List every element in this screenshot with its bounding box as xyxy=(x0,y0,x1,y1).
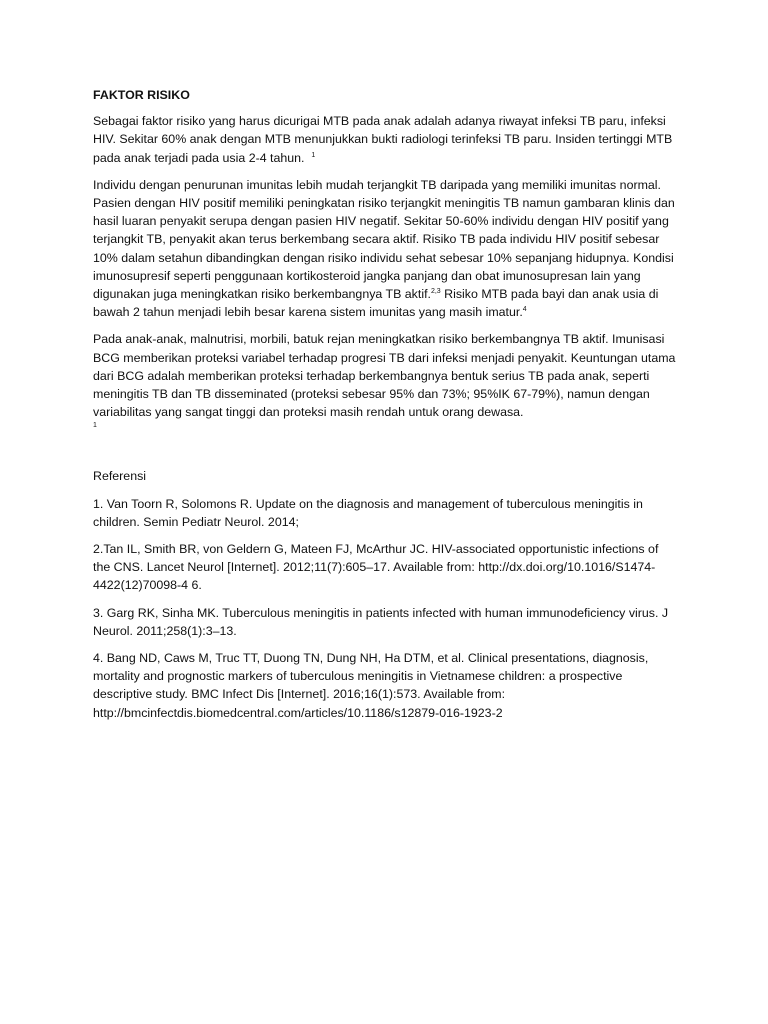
citation-superscript: 2,3 xyxy=(430,288,441,296)
reference-item: 1. Van Toorn R, Solomons R. Update on the diagnosis and management of tuberculous meningitis in children. Semin Pediatr Neurol. 2014; xyxy=(93,496,643,529)
section-title: FAKTOR RISIKO xyxy=(93,88,190,102)
citation-superscript: 1 xyxy=(93,422,97,430)
references-heading: Referensi xyxy=(93,469,147,484)
paragraph-2 xyxy=(93,176,678,322)
paragraph-2-text-a: Individu dengan penurunan imunitas lebih mudah terjangkit TB daripada yang memiliki imunitas normal. Pasien dengan HIV positif memiliki peningkatan risiko terjangkit meningitis TB namun gambaran klinis dan hasil luaran penyakit serupa dengan pasien HIV negatif. Sekitar 50-60% individu dengan HIV positif yang terjangkit TB, penyakit akan terus berkembang secara aktif. Risiko TB pada individu HIV positif sebesar 10% dalam setahun dibandingkan dengan risiko individu sehat sebesar 10% sepanjang hidupnya. Kondisi imunosupresif seperti penggunaan kortikosteroid jangka panjang dan obat imunosupresan lain yang digunakan juga meningkatkan risiko berkembangnya TB aktif. xyxy=(93,177,675,302)
reference-item: 3. Garg RK, Sinha MK. Tuberculous meningitis in patients infected with human immunodeficiency virus. J Neurol. 2011;258(1):3–13. xyxy=(93,605,669,638)
paragraph-3-text: Pada anak-anak, malnutrisi, morbili, batuk rejan meningkatkan risiko berkembangnya TB aktif. Imunisasi BCG memberikan proteksi variabel terhadap progresi TB dari infeksi menjadi penyakit. Keuntungan utama dari BCG adalah memberikan proteksi terhadap berkembangnya bentuk serius TB pada anak, seperti meningitis TB dan TB disseminated (proteksi sebesar 95% dan 73%; 95%IK 67-79%), namun dengan variabilitas yang sangat tinggi dan proteksi masih rendah untuk orang dewasa. xyxy=(93,332,676,420)
document-page xyxy=(93,86,678,731)
citation-superscript: 4 xyxy=(522,306,527,314)
citation-superscript: 1 xyxy=(311,151,316,159)
paragraph-2-text-b: Risiko MTB pada bayi dan anak usia di bawah 2 tahun menjadi lebih besar karena sistem imunitas yang masih imatur. xyxy=(93,287,659,320)
paragraph-1-text: Sebagai faktor risiko yang harus dicurigai MTB pada anak adalah adanya riwayat infeksi TB paru, infeksi HIV. Sekitar 60% anak dengan MTB menunjukkan bukti radiologi terinfeksi TB paru. Insiden tertinggi MTB pada anak terjadi pada usia 2-4 tahun. xyxy=(93,114,673,165)
paragraph-3 xyxy=(93,330,678,431)
paragraph-1 xyxy=(93,112,678,167)
reference-item: 4. Bang ND, Caws M, Truc TT, Duong TN, Dung NH, Ha DTM, et al. Clinical presentations, diagnosis, mortality and prognostic markers of tuberculous meningitis in Vietnamese children: a prospective descriptive study. BMC Infect Dis [Internet]. 2016;16(1):573. Available from: http://bmcinfectdis.biomedcentral.com/articles/10.1186/s12879-016-1923-2 xyxy=(93,651,649,720)
reference-item: 2.Tan IL, Smith BR, von Geldern G, Mateen FJ, McArthur JC. HIV-associated opportunistic infections of the CNS. Lancet Neurol [Internet]. 2012;11(7):605–17. Available from: http://dx.doi.org/10.1016/S1474-4422(12)70098-4 6. xyxy=(93,542,659,593)
